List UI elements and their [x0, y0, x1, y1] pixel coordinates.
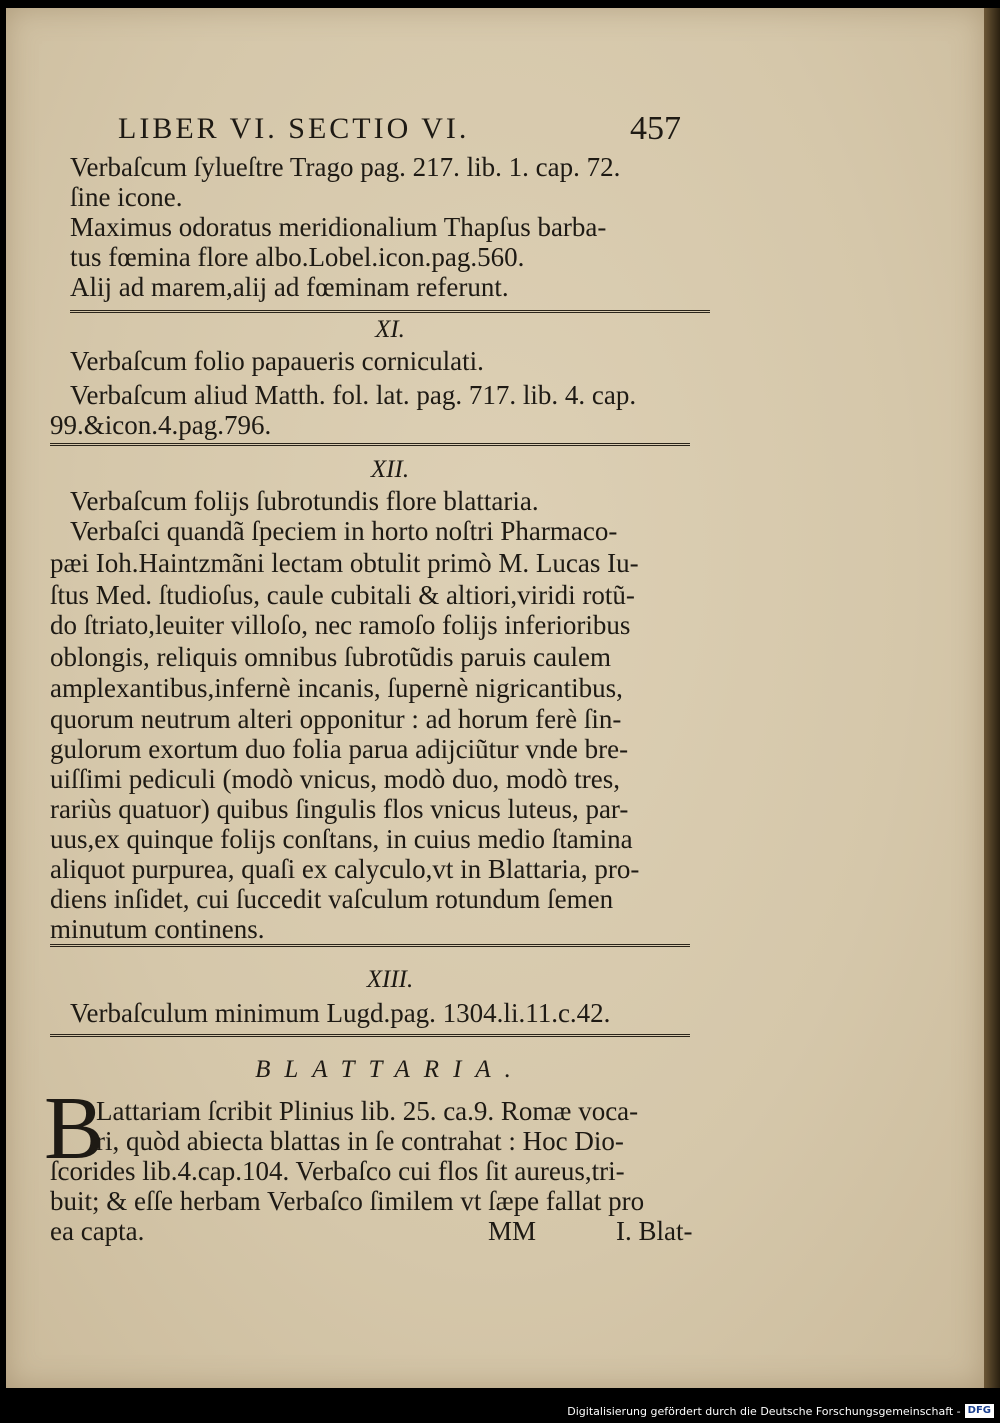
text-line: Verbaſcum aliud Matth. fol. lat. pag. 717. lib. 4. cap. [70, 380, 637, 410]
page-number: 457 [630, 110, 681, 147]
text-line: uiſſimi pediculi (modò vnicus, modò duo, modò tres, [50, 764, 620, 794]
section-numeral: XIII. [366, 966, 414, 993]
running-head: LIBER VI. SECTIO VI. [118, 112, 470, 145]
text-line: pæi Ioh.Haintzmãni lectam obtulit primò M. Lucas Iu- [50, 548, 639, 578]
text-line: 99.&icon.4.pag.796. [50, 410, 272, 440]
section-rule [50, 944, 690, 950]
section-numeral: XII. [370, 456, 410, 483]
signature-mark: MM [488, 1216, 537, 1246]
text-line: buit; & eſſe herbam Verbaſco ſimilem vt ſæpe fallat pro [50, 1186, 645, 1216]
text-line: Verbaſcum folio papaueris corniculati. [70, 346, 484, 376]
text-line: minutum continens. [50, 914, 265, 944]
drop-cap: B [44, 1079, 105, 1178]
blattaria-heading: BLATTARIA. [255, 1056, 525, 1083]
footer-credit-text: Digitalisierung gefördert durch die Deutsche Forschungsgemeinschaft - [567, 1404, 961, 1418]
text-line: Verbaſculum minimum Lugd.pag. 1304.li.11.c.42. [70, 998, 611, 1028]
text-line: ri, quòd abiecta blattas in ſe contrahat : Hoc Dio- [96, 1126, 624, 1156]
section-numeral: XI. [375, 316, 405, 343]
text-line: Verbaſcum ſylueſtre Trago pag. 217. lib. 1. cap. 72. [70, 152, 621, 182]
text-line: do ſtriato,leuiter villoſo, nec ramoſo folijs inferioribus [50, 610, 631, 640]
text-line: ſtus Med. ſtudioſus, caule cubitali & altiori,viridi rotũ- [50, 580, 635, 610]
section-rule [50, 443, 690, 449]
text-line: tus fœmina flore albo.Lobel.icon.pag.560. [70, 242, 525, 272]
text-line: Maximus odoratus meridionalium Thapſus barba- [70, 212, 607, 242]
text-line: quorum neutrum alteri opponitur : ad horum ferè ſin- [50, 704, 622, 734]
text-line: amplexantibus,infernè incanis, ſupernè nigricantibus, [50, 673, 623, 703]
text-line: Verbaſci quandã ſpeciem in horto noſtri Pharmaco- [70, 516, 618, 546]
text-line: Lattariam ſcribit Plinius lib. 25. ca.9. Romæ voca- [96, 1096, 639, 1126]
text-line: ſcorides lib.4.cap.104. Verbaſco cui flos ſit aureus,tri- [50, 1156, 625, 1186]
catchword: I. Blat- [616, 1216, 693, 1246]
section-rule [50, 1034, 690, 1040]
text-line: ea capta. [50, 1216, 145, 1246]
text-line: oblongis, reliquis omnibus ſubrotũdis paruis caulem [50, 642, 611, 672]
footer-credit [567, 1404, 994, 1418]
text-line: gulorum exortum duo folia parua adijciũtur vnde bre- [50, 734, 629, 764]
text-line: Verbaſcum folijs ſubrotundis flore blattaria. [70, 486, 539, 516]
text-line: rariùs quatuor) quibus ſingulis flos vnicus luteus, par- [50, 794, 629, 824]
text-line: diens inſidet, cui ſuccedit vaſculum rotundum ſemen [50, 884, 614, 914]
text-line: ſine icone. [70, 182, 183, 212]
text-line: aliquot purpurea, quaſi ex calyculo,vt in Blattaria, pro- [50, 854, 640, 884]
text-line: uus,ex quinque folijs conſtans, in cuius medio ſtamina [50, 824, 633, 854]
page-edge [984, 8, 1000, 1388]
dfg-logo-icon: DFG [965, 1404, 994, 1418]
text-line: Alij ad marem,alij ad fœminam referunt. [70, 272, 509, 302]
